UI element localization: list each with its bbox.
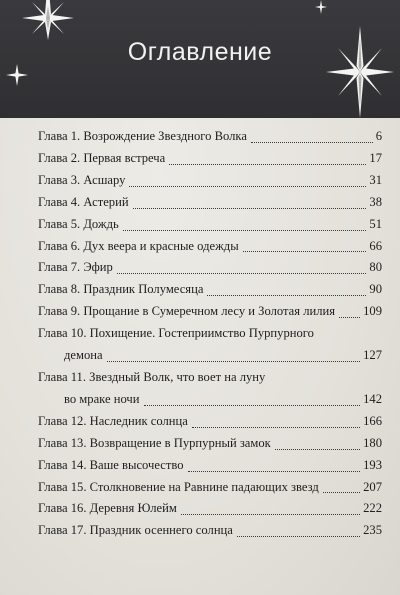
toc-entry-page: 90 bbox=[369, 282, 382, 297]
toc-entry-page: 207 bbox=[363, 479, 382, 494]
toc-entry-page: 109 bbox=[363, 304, 382, 319]
dot-leader bbox=[123, 230, 367, 231]
toc-entry-11-line2 bbox=[38, 389, 382, 411]
toc-entry-label: Глава 16. Деревня Юлейм bbox=[38, 501, 177, 516]
toc-entry-1 bbox=[38, 126, 382, 148]
toc-entry-16 bbox=[38, 498, 382, 520]
toc-entry-label: Глава 2. Первая встреча bbox=[38, 150, 166, 165]
dot-leader bbox=[117, 273, 367, 274]
toc-entry-label: Глава 13. Возвращение в Пурпурный замок bbox=[38, 435, 271, 450]
compass-star-icon bbox=[326, 26, 394, 118]
toc-entry-14 bbox=[38, 455, 382, 477]
toc-entry-label: Глава 6. Дух веера и красные одежды bbox=[38, 238, 239, 253]
toc-entry-label: Глава 1. Возрождение Звездного Волка bbox=[38, 129, 247, 143]
toc-entry-label-continued: во мраке ночи bbox=[64, 391, 140, 406]
toc-entry-8 bbox=[38, 279, 382, 301]
page-title: Оглавление bbox=[127, 38, 273, 66]
toc-entry-label-continued: демона bbox=[64, 348, 103, 363]
toc-entry-9 bbox=[38, 301, 382, 323]
toc-entry-label: Глава 4. Астерий bbox=[38, 194, 129, 209]
toc-entry-label: Глава 3. Асшару bbox=[38, 172, 126, 187]
toc-entry-page: 17 bbox=[369, 150, 382, 165]
toc-entry-label: Глава 7. Эфир bbox=[38, 260, 113, 275]
toc-entry-label: Глава 11. Звездный Волк, что воет на луну bbox=[38, 369, 266, 384]
dot-leader bbox=[188, 471, 361, 472]
dot-leader bbox=[144, 405, 361, 406]
toc-entry-5 bbox=[38, 214, 382, 236]
small-star-icon bbox=[6, 64, 28, 86]
toc-entry-4 bbox=[38, 192, 382, 214]
dot-leader bbox=[129, 186, 366, 187]
toc-entry-page: 180 bbox=[363, 435, 382, 450]
toc-entry-2 bbox=[38, 148, 382, 170]
toc-entry-11-line1 bbox=[38, 367, 382, 389]
toc-entry-page: 66 bbox=[369, 238, 382, 253]
dot-leader bbox=[181, 514, 360, 515]
toc-entry-17 bbox=[38, 520, 382, 542]
toc-entry-page: 38 bbox=[369, 194, 382, 209]
dot-leader bbox=[237, 536, 360, 537]
toc-entry-13 bbox=[38, 433, 382, 455]
toc-entry-7 bbox=[38, 257, 382, 279]
toc-entry-12 bbox=[38, 411, 382, 433]
dot-leader bbox=[169, 164, 366, 165]
toc-entry-page: 80 bbox=[369, 260, 382, 275]
header-band bbox=[0, 0, 400, 118]
toc-entry-page: 193 bbox=[363, 457, 382, 472]
toc-entry-page: 51 bbox=[369, 216, 382, 231]
tiny-star-icon bbox=[315, 0, 327, 14]
toc-entry-15 bbox=[38, 477, 382, 499]
toc-entry-label: Глава 14. Ваше высочество bbox=[38, 457, 184, 472]
toc-entry-page: 166 bbox=[363, 413, 382, 428]
toc-entry-page: 31 bbox=[369, 172, 382, 187]
table-of-contents bbox=[38, 126, 382, 542]
dot-leader bbox=[251, 142, 373, 143]
toc-entry-label: Глава 9. Прощание в Сумеречном лесу и Золотая лилия bbox=[38, 304, 336, 319]
dot-leader bbox=[207, 295, 366, 296]
dot-leader bbox=[339, 317, 360, 318]
toc-entry-10-line2 bbox=[38, 345, 382, 367]
toc-entry-6 bbox=[38, 236, 382, 258]
toc-entry-label: Глава 5. Дождь bbox=[38, 216, 119, 231]
toc-entry-page: 142 bbox=[363, 391, 382, 406]
dot-leader bbox=[275, 449, 360, 450]
toc-entry-label: Глава 15. Столкновение на Равнине падающих звезд bbox=[38, 479, 319, 494]
dot-leader bbox=[107, 361, 361, 362]
compass-star-icon bbox=[20, 0, 76, 40]
toc-entry-page: 235 bbox=[363, 523, 382, 538]
toc-entry-10-line1 bbox=[38, 323, 382, 345]
toc-entry-label: Глава 10. Похищение. Гостеприимство Пурпурного bbox=[38, 326, 314, 341]
toc-entry-page: 6 bbox=[375, 129, 382, 143]
dot-leader bbox=[133, 208, 367, 209]
toc-entry-page: 127 bbox=[363, 348, 382, 363]
toc-entry-label: Глава 17. Праздник осеннего солнца bbox=[38, 523, 233, 538]
toc-entry-page: 222 bbox=[363, 501, 382, 516]
dot-leader bbox=[243, 251, 367, 252]
dot-leader bbox=[192, 427, 360, 428]
toc-entry-3 bbox=[38, 170, 382, 192]
toc-entry-label: Глава 8. Праздник Полумесяца bbox=[38, 282, 204, 297]
toc-entry-label: Глава 12. Наследник солнца bbox=[38, 413, 188, 428]
dot-leader bbox=[323, 492, 360, 493]
